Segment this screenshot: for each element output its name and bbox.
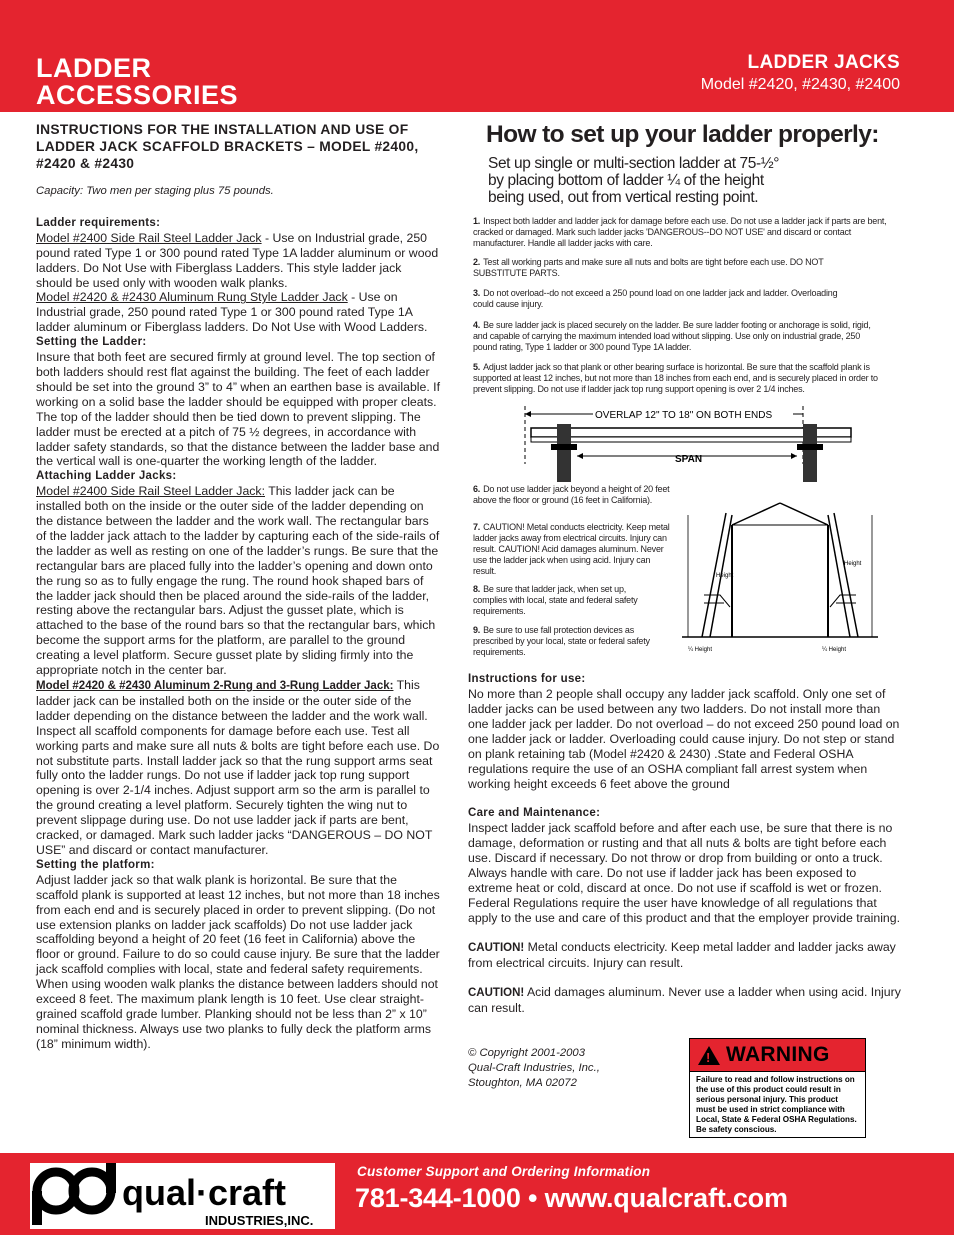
setup-subtitle-line1: Set up single or multi-section ladder at 75-½°: [488, 155, 780, 172]
span-label: SPAN: [675, 454, 703, 465]
attach-aluminum-model: Model #2420 & #2430 Aluminum 2-Rung and 3-Rung Ladder Jack:: [36, 680, 394, 692]
attach-2400-model: Model #2400 Side Rail Steel Ladder Jack:: [36, 484, 265, 499]
product-header: [701, 52, 900, 96]
requirement-2420-model: Model #2420 & #2430 Aluminum Rung Style Ladder Jack: [36, 290, 348, 305]
page-title: [36, 55, 238, 109]
step-item: 9. Be sure to use fall protection devices as prescribed by your local, state or federal safety requirements.: [473, 625, 650, 657]
attach-2400-text: This ladder jack can be installed both on the inside or the outer side of the ladder depending on the distance between the ladder and the work wall. The rectangular bars of the ladder jack attach to the ladder by capturing each of the side-rails of the ladder as well as resting on one of the ladder’s rungs. Be sure that the rectangular bars are placed fully into the ladder’s opening and down onto the rung so as to fully engage the rung. The round hook shaped bars of the ladder jack should then be placed around the side-rails of the ladder, resting above the rectangular bars. Adjust the gusset plate, which is attached to the base of the round bars so that the rectangular bars, which become the support arms for the platform, are parallel to the ground creating a level platform. Secure gusset plate by sliding firmly into the appropriate notch in the center bar.: [36, 484, 440, 678]
overlap-label: OVERLAP 12" TO 18" ON BOTH ENDS: [595, 410, 773, 421]
page-title-line1: LADDER: [36, 53, 152, 83]
setup-guide: [468, 121, 904, 214]
usage-text: No more than 2 people shall occupy any ladder jack scaffold. Only one set of ladder jacks can be used between any two ladders. Do not install more than one ladder jack per ladder. Do not overload – do not exceed 250 pound load on one ladder jack or ladder. Overloading could cause injury. Do not step or stand on plank retaining tab (Model #2420 & 2430) .State and Federal OSHA regulations require the use of an OSHA compliant fall arrest system when working height exceeds 6 feet above the ground: [468, 687, 900, 791]
step-item: 8. Be sure that ladder jack, when set up, complies with local, state and federal safety requirements.: [473, 584, 638, 616]
care-heading: Care and Maintenance:: [468, 807, 601, 819]
ladder-requirements-heading: Ladder requirements:: [36, 216, 161, 229]
copyright: © Copyright 2001-2003 Qual-Craft Industries, Inc., Stoughton, MA 02072: [468, 1047, 600, 1089]
requirement-2400: [36, 231, 440, 291]
quarter-height-right: ¼ Height: [822, 647, 847, 653]
product-name: LADDER JACKS: [747, 52, 900, 73]
setting-platform-text: Adjust ladder jack so that walk plank is horizontal. Be sure that the scaffold plank is supported at least 12 inches, but not more than 18 inches from each end and is securely placed in order to prevent slipping. (Do not use extension planks on ladder jack scaffolds) Do not use ladder jack scaffolding beyond a height of 20 feet (16 feet in California) above the floor or ground. Failure to do so could cause injury. Be sure that the ladder jack scaffold complies with local, state and federal safety requirements. When using wooden walk planks the distance between ladders should not exceed 8 feet. The maximum plank length is 10 feet. Use clear straight-grained scaffold grade lumber. Planking should not be less than 2” x 10” nominal thickness. Always use two planks to fully deck the platform arms (18” minimum width).: [36, 872, 440, 1051]
instructions-column: [36, 121, 440, 1052]
caution-label: CAUTION!: [468, 987, 525, 999]
caution-electric: CAUTION! Metal conducts electricity. Keep metal ladder and ladder jacks away from electrical circuits. Injury can result.: [468, 940, 896, 970]
attaching-jacks-heading: Attaching Ladder Jacks:: [36, 470, 177, 483]
attach-2400: [36, 484, 440, 678]
setup-subtitle-line3: being used, out from vertical resting point.: [488, 189, 759, 206]
logo-wordmark: qual·craft: [122, 1172, 287, 1213]
height-label-right: Height: [844, 561, 862, 567]
step-item: 3. Do not overload--do not exceed a 250 pound load on one ladder jack and ladder. Overloading could cause injury.: [473, 288, 838, 309]
requirement-2400-text: - Use on Industrial grade, 250 pound rated Type 1 or 300 pound rated Type 1A ladder aluminum or wood ladders. Do Not Use with Fiberglass Ladders. This style ladder jack should be used only with wooden walk planks.: [36, 230, 439, 290]
warning-text: Failure to read and follow instructions on the use of this product could result in serious personal injury. This product must be used in strict compliance with Local, State & Federal OSHA Regulations. Be safety conscious.: [696, 1075, 857, 1134]
caution-acid: CAUTION! Acid damages aluminum. Never use a ladder when using acid. Injury can result.: [468, 985, 901, 1015]
footer-support-label: Customer Support and Ordering Information: [357, 1164, 651, 1179]
usage-section: [468, 672, 904, 1030]
setup-subtitle: [488, 155, 904, 206]
step-item: 1. Inspect both ladder and ladder jack for damage before each use. Do not use a ladder jack if parts are bent, cracked or damaged. Mark such ladder jacks 'DANGEROUS--DO NOT USE' and discard or contact manufacturer. Handle all ladder jacks with care.: [473, 216, 887, 248]
step-item: 6. Do not use ladder jack beyond a height of 20 feet above the floor or ground (16 feet in California).: [473, 484, 670, 505]
requirement-2420-2430: [36, 290, 440, 335]
setting-platform-heading: Setting the platform:: [36, 858, 155, 871]
requirement-2400-model: Model #2400 Side Rail Steel Ladder Jack: [36, 230, 262, 245]
attach-aluminum: [36, 678, 440, 858]
step-item: 2. Test all working parts and make sure all nuts and bolts are tight before each use. DO NOT SUBSTITUTE PARTS.: [473, 257, 824, 278]
ladder-angle-diagram: [680, 485, 880, 657]
care-text: Inspect ladder jack scaffold before and after each use, be sure that there is no damage, deformation or rusting and that all nuts & bolts are tight before each use. Discard if necessary. Do not throw or drop from building or onto a truck. Always handle with care. Do not use if ladder jack has been exposed to extreme heat or cold, discard at once. Do not use if scaffold is wet or frozen. Federal Regulations require the user have knowledge of all regulations that apply to the use and care of this product and that the employer provide training.: [468, 821, 901, 925]
step-item: 4. Be sure ladder jack is placed securely on the ladder. Be sure ladder footing or anchorage is solid, rigid, and capable of carrying the maximum intended load without slipping. Use only on industrial grade, 250 pound rating, Type 1 ladder or 300 pound Type 1A ladder.: [473, 320, 871, 352]
height-label-left: Height: [716, 573, 734, 579]
setting-ladder-text: Insure that both feet are secured firmly at ground level. The top section of both ladders should rest flat against the building. The feet of each ladder should be set into the ground 3” to 4” when an earthen base is available. If working on a solid base the ladder should be equipped with proper cleats. The top of the ladder should then be tied down to prevent slipping. The ladder must be erected at a pitch of 75 ½ degrees, in accordance with ladder safety standards, so that the distance between the ladder base and the vertical wall is one-quarter the working length of the ladder.: [36, 350, 441, 469]
capacity-note: Capacity: Two men per staging plus 75 pounds.: [36, 185, 274, 197]
qualcraft-logo: [30, 1163, 335, 1229]
instructions-heading: INSTRUCTIONS FOR THE INSTALLATION AND USE OF LADDER JACK SCAFFOLD BRACKETS – MODEL #2400, #2420 & #2430: [36, 122, 419, 171]
warning-icon: !: [698, 1046, 720, 1065]
step-item: 7. CAUTION! Metal conducts electricity. Keep metal ladder jacks away from electrical circuits. Injury can result. CAUTION! Acid damages aluminum. Never use the ladder jack when using acid. Injury can result.: [473, 522, 670, 576]
plank-span-diagram: [485, 404, 865, 484]
usage-heading: Instructions for use:: [468, 673, 586, 685]
step-item: 5. Adjust ladder jack so that plank or other bearing surface is horizontal. Be sure that the scaffold plank is supported at least 12 inches, but not more than 18 inches from each end, and is securely placed in order to prevent slipping. Do not use if ladder jack top rung support opening is over 2 1/4 inches.: [473, 362, 878, 394]
page-title-line2: ACCESSORIES: [36, 80, 239, 110]
requirement-2420-text: - Use on Industrial grade, 250 pound rated Type 1 or 300 pound rated Type 1A ladder aluminum or Fiberglass ladders. Do Not Use with Wood Ladders.: [36, 290, 428, 335]
caution-label: CAUTION!: [468, 942, 525, 954]
attach-aluminum-text: This ladder jack can be installed both on the inside or the outer side of the ladder depending on the distance between the ladder and the work wall. Inspect all scaffold components for damage before each use. Test all working parts and make sure all nuts & bolts are tight before each use. Do not substitute parts. Install ladder jack so that the rung support arms seat fully onto the ladder rungs. Do not use if ladder jack top rung support opening is over 2-1/4 inches. Adjust support arm so the arm is parallel to the ground creating a level platform. Securely tighten the wing nut to prevent slippage during use. Do not use ladder jack if parts are bent, cracked, or damaged. Mark such ladder jacks “DANGEROUS – DO NOT USE” and discard or contact manufacturer.: [36, 678, 440, 857]
setting-ladder-heading: Setting the Ladder:: [36, 336, 147, 349]
warning-title: WARNING: [726, 1043, 830, 1066]
logo-subtitle: INDUSTRIES,INC.: [205, 1213, 314, 1228]
setup-subtitle-line2: by placing bottom of ladder ¼ of the height: [488, 172, 764, 189]
product-models: Model #2420, #2430, #2400: [700, 76, 900, 93]
setup-title: How to set up your ladder properly:: [486, 121, 879, 148]
quarter-height-left: ¼ Height: [688, 647, 713, 653]
footer-contact[interactable]: 781-344-1000 • www.qualcraft.com: [355, 1183, 788, 1213]
warning-label: [689, 1038, 866, 1138]
